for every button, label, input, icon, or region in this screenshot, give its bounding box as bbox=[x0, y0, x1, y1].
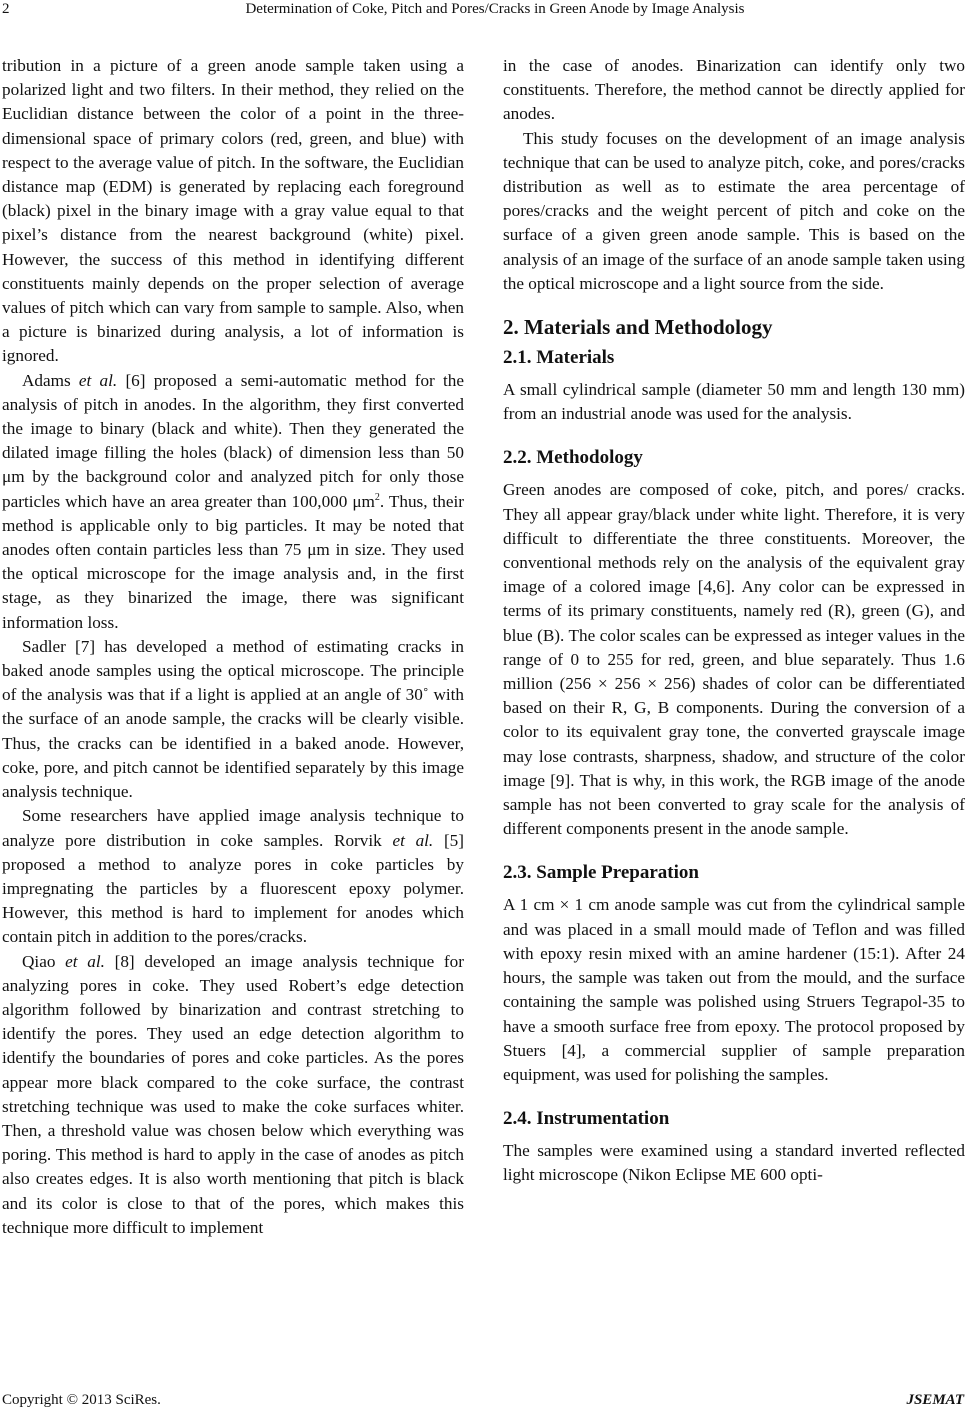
italic-text: et al. bbox=[65, 951, 105, 971]
text: Adams bbox=[22, 370, 79, 390]
left-column bbox=[2, 54, 464, 1240]
text: . Thus, their method is applicable only to big particles. It may be noted that anodes often contain particles less than 75 μm in size. They used the optical microscope for the image analysis and, in the first stage, as they binarized the image, there was significant information loss. bbox=[2, 491, 464, 632]
subsection-heading: 2.1. Materials bbox=[503, 347, 615, 369]
paragraph: in the case of anodes. Binarization can identify only two constituents. Therefore, the method cannot be directly applied for anodes. bbox=[503, 56, 965, 124]
paragraph: A 1 cm × 1 cm anode sample was cut from the cylindrical sample and was placed in a small mould made of Teflon and was filled with epoxy resin mixed with an amine hardener (15:1). After 24 hours, the sample was taken out from the mould, and the surface containing the sample was polished using Struers Tegrapol-35 to have a smooth surface free from epoxy. The protocol proposed by Stuers [4], a commercial supplier of sample preparation equipment, was used for polishing the samples. bbox=[503, 895, 965, 1084]
paragraph: Green anodes are composed of coke, pitch, and pores/ cracks. They all appear gray/black under white light. Therefore, it is very difficult to differentiate the three constituents. Moreover, the conventional methods rely on the analysis of the equivalent gray image of a colored image [4,6]. Any color can be expressed in terms of its primary constituents, namely red (R), green (G), and blue (B). The color scales can be expressed as integer values in the range of 0 to 255 for red, green, and blue separately. Thus 1.6 million (256 × 256 × 256) shades of color can be differentiated based on their R, G, B components. During the conversion of a color to its equivalent gray tone, the converted grayscale image may lose contrasts, sharpness, shadow, and structure of the color image [9]. That is why, in this work, the RGB image of the anode sample has not been converted to gray scale for the analysis of different components present in the anode sample. bbox=[503, 480, 965, 839]
text: [6] proposed a semi-automatic method for the analysis of pitch in anodes. In the algorithm, they first converted the image to binary (black and white). Then they generated the dilated image filling the holes (black) of dimension less than 50 μm by the background color and analyzed pitch for only those particles which have an area greater than 100,000 μm bbox=[2, 370, 464, 511]
paragraph: The samples were examined using a standard inverted reflected light microscope (Nikon Eclipse ME 600 opti- bbox=[503, 1141, 965, 1185]
right-column bbox=[503, 54, 965, 1188]
paragraph: A small cylindrical sample (diameter 50 mm and length 130 mm) from an industrial anode was used for the analysis. bbox=[503, 380, 965, 424]
italic-text: et al. bbox=[392, 830, 434, 850]
superscript: 2 bbox=[374, 491, 380, 503]
paragraph: Sadler [7] has developed a method of estimating cracks in baked anode samples using the optical microscope. The principle of the analysis was that if a light is applied at an angle of 30˚ with the surface of an anode sample, the cracks will be clearly visible. Thus, the cracks can be identified in a baked anode. However, coke, pore, and pitch cannot be identified separately by this image analysis technique. bbox=[2, 636, 464, 802]
section-heading: 2. Materials and Methodology bbox=[503, 315, 773, 340]
subsection-heading: 2.2. Methodology bbox=[503, 447, 643, 469]
paragraph bbox=[2, 950, 464, 1240]
running-title: Determination of Coke, Pitch and Pores/Cracks in Green Anode by Image Analysis bbox=[245, 1, 745, 17]
paragraph: tribution in a picture of a green anode sample taken using a polarized light and two filters. In their method, they relied on the Euclidian distance between the color of a point in the three-dimensional space of primary colors (red, green, and blue) with respect to the average value of pitch. In the software, the Euclidian distance map (EDM) is generated by replacing each foreground (black) pixel in the binary image with a gray value equal to that pixel’s distance from the nearest background (white) pixel. However, the success of this method in identifying different constituents mainly depends on the proper selection of average values of pitch which can vary from sample to sample. Also, when a picture is binarized during analysis, a lot of information is ignored. bbox=[2, 56, 464, 366]
subsection-heading: 2.3. Sample Preparation bbox=[503, 862, 699, 884]
paragraph: This study focuses on the development of an image analysis technique that can be used to analyze pitch, coke, and pores/cracks distribution as well as to estimate the area percentage of pores/cracks and the weight percent of pitch and coke on the surface of a given green anode sample. This is based on the analysis of an image of the surface of an anode sample taken using the optical microscope and a light source from the side. bbox=[503, 128, 965, 293]
paragraph bbox=[2, 804, 464, 949]
paragraph bbox=[2, 369, 464, 635]
subsection-heading: 2.4. Instrumentation bbox=[503, 1108, 670, 1130]
italic-text: et al. bbox=[78, 370, 118, 390]
text: [8] developed an image analysis technique for analyzing pores in coke. They used Robert’s edge detection algorithm followed by binarization and contrast stretching to identify the pores. They used an edge detection algorithm to identify the boundaries of pores and coke particles. As the pores appear more black compared to the coke surface, the contrast stretching technique was used to make the coke surfaces whiter. Then, a threshold value was chosen below which everything was poring. This method is hard to apply in the case of anodes as pitch also creates edges. It is also worth mentioning that pitch is black and its color is close to that of the pores, which makes this technique more difficult to implement bbox=[2, 951, 464, 1237]
page-number: 2 bbox=[2, 1, 10, 17]
text: Qiao bbox=[22, 951, 66, 971]
journal-abbreviation: JSEMAT bbox=[906, 1392, 964, 1408]
text: Some researchers have applied image analysis technique to analyze pore distribution in coke samples. Rorvik bbox=[2, 806, 464, 850]
copyright-notice: Copyright © 2013 SciRes. bbox=[2, 1392, 161, 1408]
page-header bbox=[0, 0, 970, 24]
text: [5] proposed a method to analyze pores in coke particles by impregnating the particles by a fluorescent epoxy polymer. However, this method is hard to implement for anodes which contain pitch in addition to the pores/cracks. bbox=[2, 830, 464, 947]
